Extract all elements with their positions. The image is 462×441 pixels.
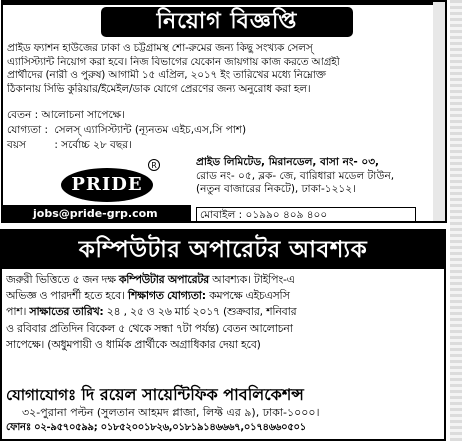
age-label: বয়স	[7, 139, 26, 151]
contact-name: দি রয়েল সায়েন্টিফিক পাবলিকেশন্স	[81, 385, 304, 404]
ad1-title: নিয়োগ বিজ্ঞপ্তি	[101, 7, 353, 37]
ad2-text: অভিজ্ঞ ও পারদর্শী হতে হবে।	[6, 289, 128, 303]
ad2-text: জরুরী ভিত্তিতে ৫ জন দক্ষ	[6, 273, 119, 286]
ad2-text: ২৪ , ২৫ ও ২৬ মার্চ ২০১৭ (শুক্রবার, শনিবার	[103, 305, 297, 319]
registered-mark-icon: R	[148, 159, 160, 171]
company-address-line: (নতুন বাজারের নিকটে), ঢাকা-১২১২।	[196, 183, 356, 195]
ad2-phone: ফোনঃ ০২-৯৫৭০৫৯৯; ০১৮৫২০০১৮২৬,০১৮১৯১৪৬৬৬৭,০১৭৪৬৬০৫০১	[6, 422, 306, 433]
ad2-text: আবশ্যক। টাইপিং-এ	[208, 273, 295, 286]
ad2-text: কমপক্ষে এইচএসসি	[205, 289, 290, 303]
ad2-body-line	[6, 272, 444, 288]
computer-operator-ad	[0, 229, 446, 441]
age-value: : সর্বোচ্চ ২৮ বছর।	[54, 139, 132, 151]
contact-label: যোগাযোগঃ	[6, 386, 77, 404]
ad1-body-line: ঠিকানায় সিভি কুরিয়ার/ইমেইল/ডাক যোগে প্রেরণের জন্য অনুরোধ করা হল।	[7, 82, 311, 95]
mobile-number: মোবাইল : ০১৯৯০ ৪০৯ ৪০০	[196, 207, 416, 223]
qualification-label: যোগ্যতা :	[7, 124, 49, 136]
ad2-text: পাশ।	[6, 305, 30, 319]
ad1-body-line: এ্যাসিস্ট্যান্ট নিয়োগ করা হবে। নিজ বিভাগের যেকোন জায়গায় কাজ করতে আগ্রহী	[7, 55, 340, 68]
company-address	[196, 156, 436, 197]
pride-job-ad	[1, 0, 447, 223]
company-address-line: রোড নং- ০৫, ব্লক- জে, বারিধারা মডেল টাউন,	[196, 169, 395, 182]
ad2-body-line	[6, 304, 444, 320]
ad2-contact	[6, 385, 444, 405]
ad2-interview-label: সাক্ষাতের তারিখ:	[29, 305, 104, 319]
ad2-body	[6, 272, 444, 353]
email-address[interactable]: jobs@pride-grp.com	[3, 205, 191, 223]
scan-edge	[450, 0, 462, 441]
top-rule	[3, 2, 445, 5]
ad1-body	[7, 42, 433, 96]
ad2-title: কম্পিউটার অপারেটর আবশ্যক	[2, 231, 444, 269]
pride-logo: PRIDE	[61, 168, 153, 202]
qualification-row	[7, 124, 246, 137]
ad2-address: ৩২-পুরানা পল্টন (সুলতান আহমদ প্লাজা, লিফ্ট এর ৯), ঢাকা-১০০০।	[22, 406, 320, 419]
ad1-body-line: প্রাইড ফ্যাশন হাউজের ঢাকা ও চট্টগ্রামস্থ শো-রুমের জন্য কিছু সংখ্যক সেলস্	[7, 42, 313, 54]
ad2-position-name: কম্পিউটার অপারেটর	[118, 273, 209, 286]
ad2-education-label: শিক্ষাগত যোগ্যতা:	[127, 289, 206, 303]
ad1-salary: বেতন : আলোচনা সাপেক্ষে।	[7, 109, 125, 121]
ad2-body-line	[6, 288, 444, 304]
company-address-line: প্রাইড লিমিটেড, মিরানডেল, বাসা নং- ০৩,	[196, 156, 380, 168]
ad2-body-line: ও রবিবার প্রতিদিন বিকেল ৫ থেকে সন্ধা ৭টা পর্যন্ত) বেতন আলোচনা	[6, 321, 293, 335]
age-row	[7, 139, 132, 152]
ad2-body-line: সাপেক্ষে। (অধুমপায়ী ও ধার্মিক প্রার্থীকে অগ্রাধিকার দেয়া হবে)	[6, 337, 261, 351]
ad1-body-line: প্রার্থীদের (নারী ও পুরুষ) আগামী ১৫ এপ্রিল, ২০১৭ ইং তারিখের মধ্যে নিম্নোক্ত	[7, 69, 326, 82]
qualification-value: সেলস্ এ্যাসিস্ট্যান্ট (ন্যূনতম এইচ,এস,সি পাশ)	[54, 124, 247, 136]
